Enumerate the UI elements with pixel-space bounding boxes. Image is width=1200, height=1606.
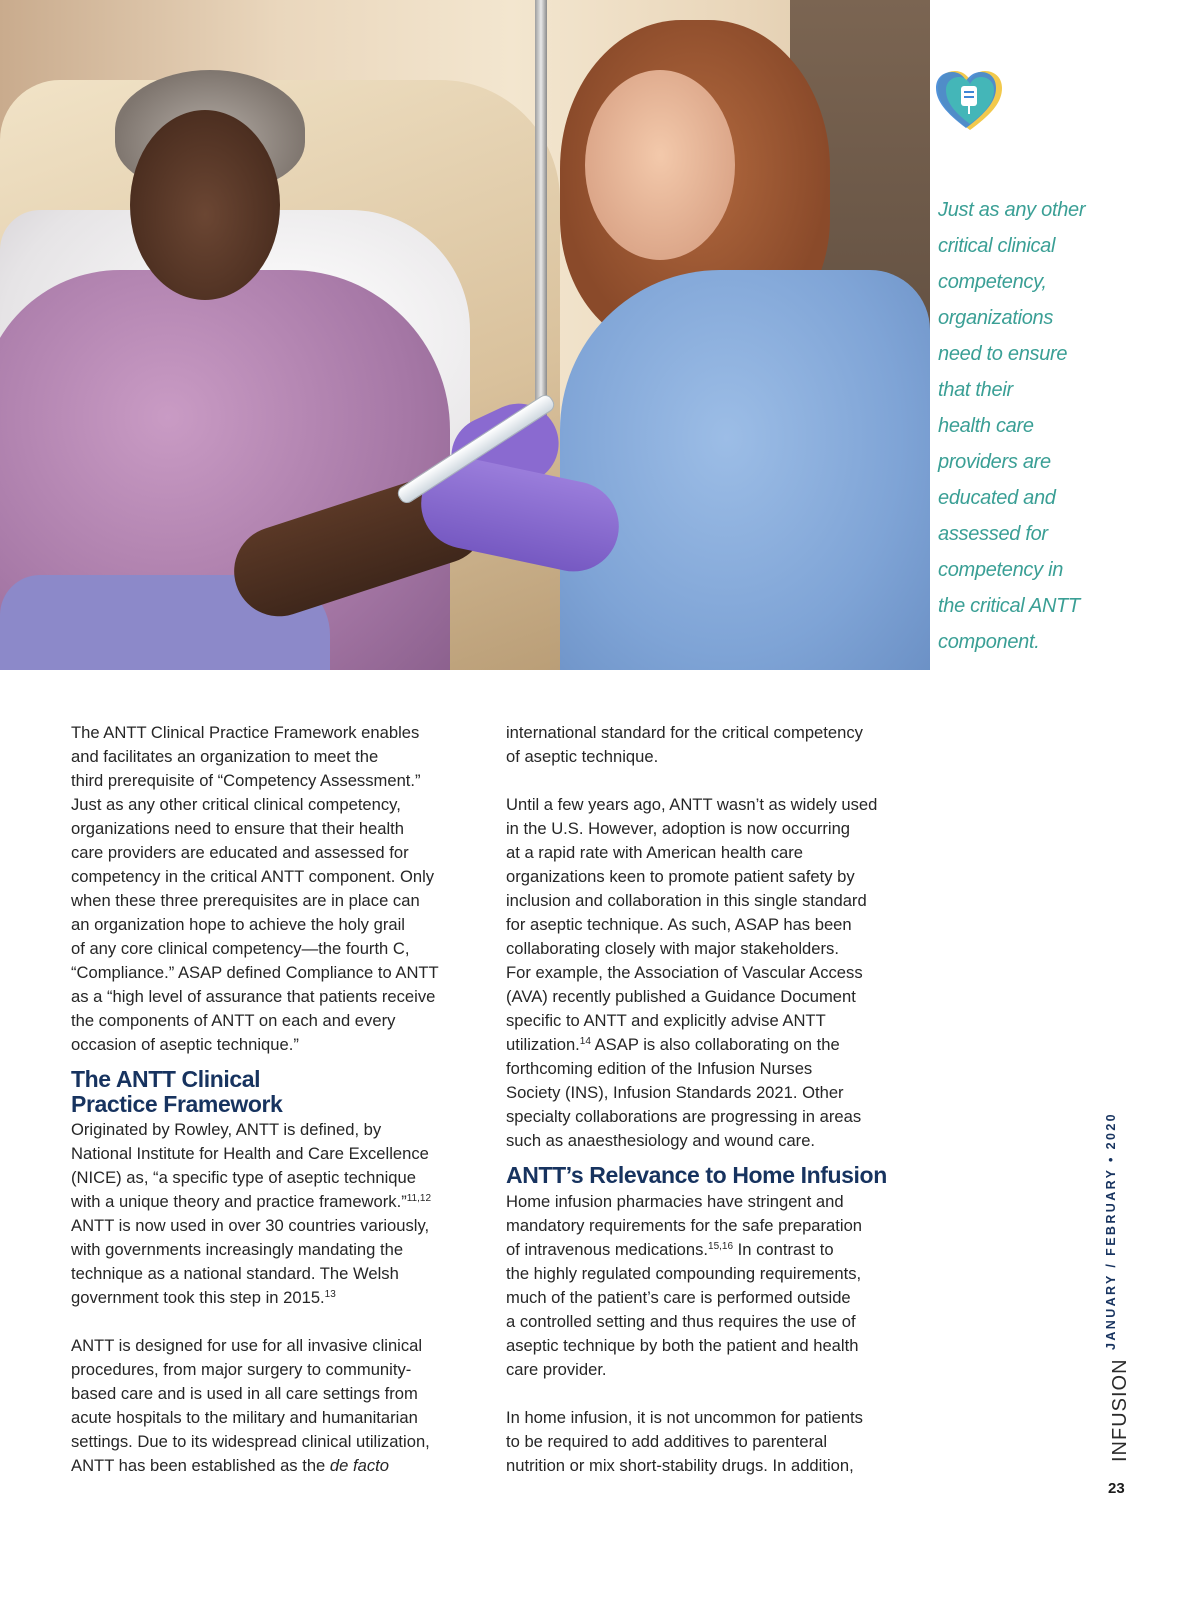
text-line: when these three prerequisites are in place can <box>71 891 420 910</box>
text-line: forthcoming edition of the Infusion Nurses <box>506 1059 813 1078</box>
text-line: ANTT is now used in over 30 countries variously, <box>71 1216 430 1235</box>
italic-text: de facto <box>329 1456 389 1475</box>
text-line: collaborating closely with major stakeholders. <box>506 939 839 958</box>
text-line: competency in the critical ANTT component. Only <box>71 867 435 886</box>
text-line: care providers are educated and assessed for <box>71 843 409 862</box>
text-line: the highly regulated compounding requirements, <box>506 1264 862 1283</box>
text: utilization. <box>506 1035 580 1054</box>
pull-quote-line: educated and <box>938 487 1056 509</box>
text-line: In home infusion, it is not uncommon for patients <box>506 1408 863 1427</box>
text-line: with governments increasingly mandating the <box>71 1240 404 1259</box>
text-line: a controlled setting and thus requires the use of <box>506 1312 856 1331</box>
text-line <box>71 1190 476 1214</box>
text: of intravenous medications. <box>506 1240 709 1259</box>
pull-quote-line: organizations <box>938 307 1054 329</box>
text-line: an organization hope to achieve the holy grail <box>71 915 405 934</box>
pull-quote-line: need to ensure <box>938 343 1068 365</box>
text-line <box>506 1238 911 1262</box>
text-line: to be required to add additives to parenteral <box>506 1432 828 1451</box>
heart-iv-bag-icon <box>934 68 1006 132</box>
text-line: Just as any other critical clinical competency, <box>71 795 401 814</box>
section-heading-home-infusion: ANTT’s Relevance to Home Infusion <box>506 1162 887 1188</box>
photo-nurse-face <box>585 70 735 260</box>
text: In contrast to <box>733 1240 834 1259</box>
citation-superscript: 13 <box>324 1289 336 1300</box>
right-column <box>506 721 911 1478</box>
text-line: ANTT is designed for use for all invasive clinical <box>71 1336 423 1355</box>
hero-photo-patient-and-nurse <box>0 0 930 670</box>
text-line: For example, the Association of Vascular Access <box>506 963 863 982</box>
text-line: settings. Due to its widespread clinical utilization, <box>71 1432 430 1451</box>
pull-quote-line: competency in <box>938 559 1064 581</box>
citation-superscript: 14 <box>579 1036 591 1047</box>
text-line: specialty collaborations are progressing in areas <box>506 1107 862 1126</box>
text-line <box>506 1033 911 1057</box>
text-line: of aseptic technique. <box>506 747 659 766</box>
pull-quote-line: competency, <box>938 271 1047 293</box>
text-line: Home infusion pharmacies have stringent and <box>506 1192 844 1211</box>
text: ANTT has been established as the <box>71 1456 326 1475</box>
magazine-name: INFUSION <box>1109 1358 1131 1462</box>
body-paragraph <box>506 1190 911 1382</box>
pull-quote-line: critical clinical <box>938 235 1056 257</box>
text-line: Originated by Rowley, ANTT is defined, by <box>71 1120 382 1139</box>
text-line: as a “high level of assurance that patients receive <box>71 987 436 1006</box>
text-line: third prerequisite of “Competency Assessment.” <box>71 771 421 790</box>
pull-quote-line: that their <box>938 379 1013 401</box>
text-line: for aseptic technique. As such, ASAP has been <box>506 915 852 934</box>
text: ASAP is also collaborating on the <box>590 1035 840 1054</box>
text-line: of any core clinical competency—the fourth C, <box>71 939 410 958</box>
body-paragraph <box>71 1334 476 1478</box>
text-line: in the U.S. However, adoption is now occurring <box>506 819 851 838</box>
text-line <box>71 1454 476 1478</box>
text-line: organizations keen to promote patient safety by <box>506 867 855 886</box>
text-line: (NICE) as, “a specific type of aseptic technique <box>71 1168 416 1187</box>
text-line: mandatory requirements for the safe preparation <box>506 1216 863 1235</box>
text-line: Society (INS), Infusion Standards 2021. Other <box>506 1083 844 1102</box>
pull-quote-line: component. <box>938 631 1040 653</box>
text-line: care provider. <box>506 1360 607 1379</box>
text-line: the components of ANTT on each and every <box>71 1011 396 1030</box>
text-line: “Compliance.” ASAP defined Compliance to ANTT <box>71 963 439 982</box>
text-line: National Institute for Health and Care Excellence <box>71 1144 429 1163</box>
text-line: such as anaesthesiology and wound care. <box>506 1131 816 1150</box>
photo-iv-pole <box>535 0 547 430</box>
citation-superscript: 15,16 <box>708 1241 734 1252</box>
body-paragraph <box>506 1406 911 1478</box>
pull-quote-line: assessed for <box>938 523 1048 545</box>
text-line: The ANTT Clinical Practice Framework enables <box>71 723 420 742</box>
text-line: Until a few years ago, ANTT wasn’t as widely used <box>506 795 878 814</box>
pull-quote-line: Just as any other <box>938 199 1086 221</box>
citation-superscript: 11,12 <box>406 1193 432 1204</box>
text-line: occasion of aseptic technique.” <box>71 1035 299 1054</box>
text-line: nutrition or mix short-stability drugs. In addition, <box>506 1456 854 1475</box>
text-line: based care and is used in all care settings from <box>71 1384 418 1403</box>
text-line: at a rapid rate with American health care <box>506 843 804 862</box>
photo-nurse-scrubs <box>560 270 930 670</box>
pull-quote <box>938 192 1108 660</box>
heading-line: Practice Framework <box>71 1091 283 1117</box>
body-paragraph <box>506 721 911 769</box>
body-paragraph <box>506 793 911 1153</box>
text-line: procedures, from major surgery to community- <box>71 1360 412 1379</box>
pull-quote-line: health care <box>938 415 1034 437</box>
pull-quote-line: providers are <box>938 451 1051 473</box>
text: with a unique theory and practice framework.” <box>71 1192 407 1211</box>
issue-date: JANUARY / FEBRUARY • 2020 <box>1104 1111 1118 1350</box>
text-line: much of the patient’s care is performed outside <box>506 1288 851 1307</box>
text-line: acute hospitals to the military and humanitarian <box>71 1408 418 1427</box>
text-line: technique as a national standard. The Welsh <box>71 1264 399 1283</box>
left-column <box>71 721 476 1478</box>
section-heading-antt-framework <box>71 1067 476 1117</box>
page-number: 23 <box>1108 1480 1125 1497</box>
text-line: specific to ANTT and explicitly advise ANTT <box>506 1011 826 1030</box>
text-line: organizations need to ensure that their health <box>71 819 405 838</box>
text-line: and facilitates an organization to meet the <box>71 747 379 766</box>
text-line: (AVA) recently published a Guidance Document <box>506 987 856 1006</box>
body-paragraph <box>71 1118 476 1310</box>
photo-patient-face <box>130 110 280 300</box>
pull-quote-line: the critical ANTT <box>938 595 1080 617</box>
text-line: inclusion and collaboration in this single standard <box>506 891 867 910</box>
heading-line: The ANTT Clinical <box>71 1066 261 1092</box>
text-line: international standard for the critical competency <box>506 723 863 742</box>
text-line <box>71 1286 476 1310</box>
body-paragraph <box>71 721 476 1057</box>
text-line: aseptic technique by both the patient and health <box>506 1336 859 1355</box>
text: government took this step in 2015. <box>71 1288 325 1307</box>
